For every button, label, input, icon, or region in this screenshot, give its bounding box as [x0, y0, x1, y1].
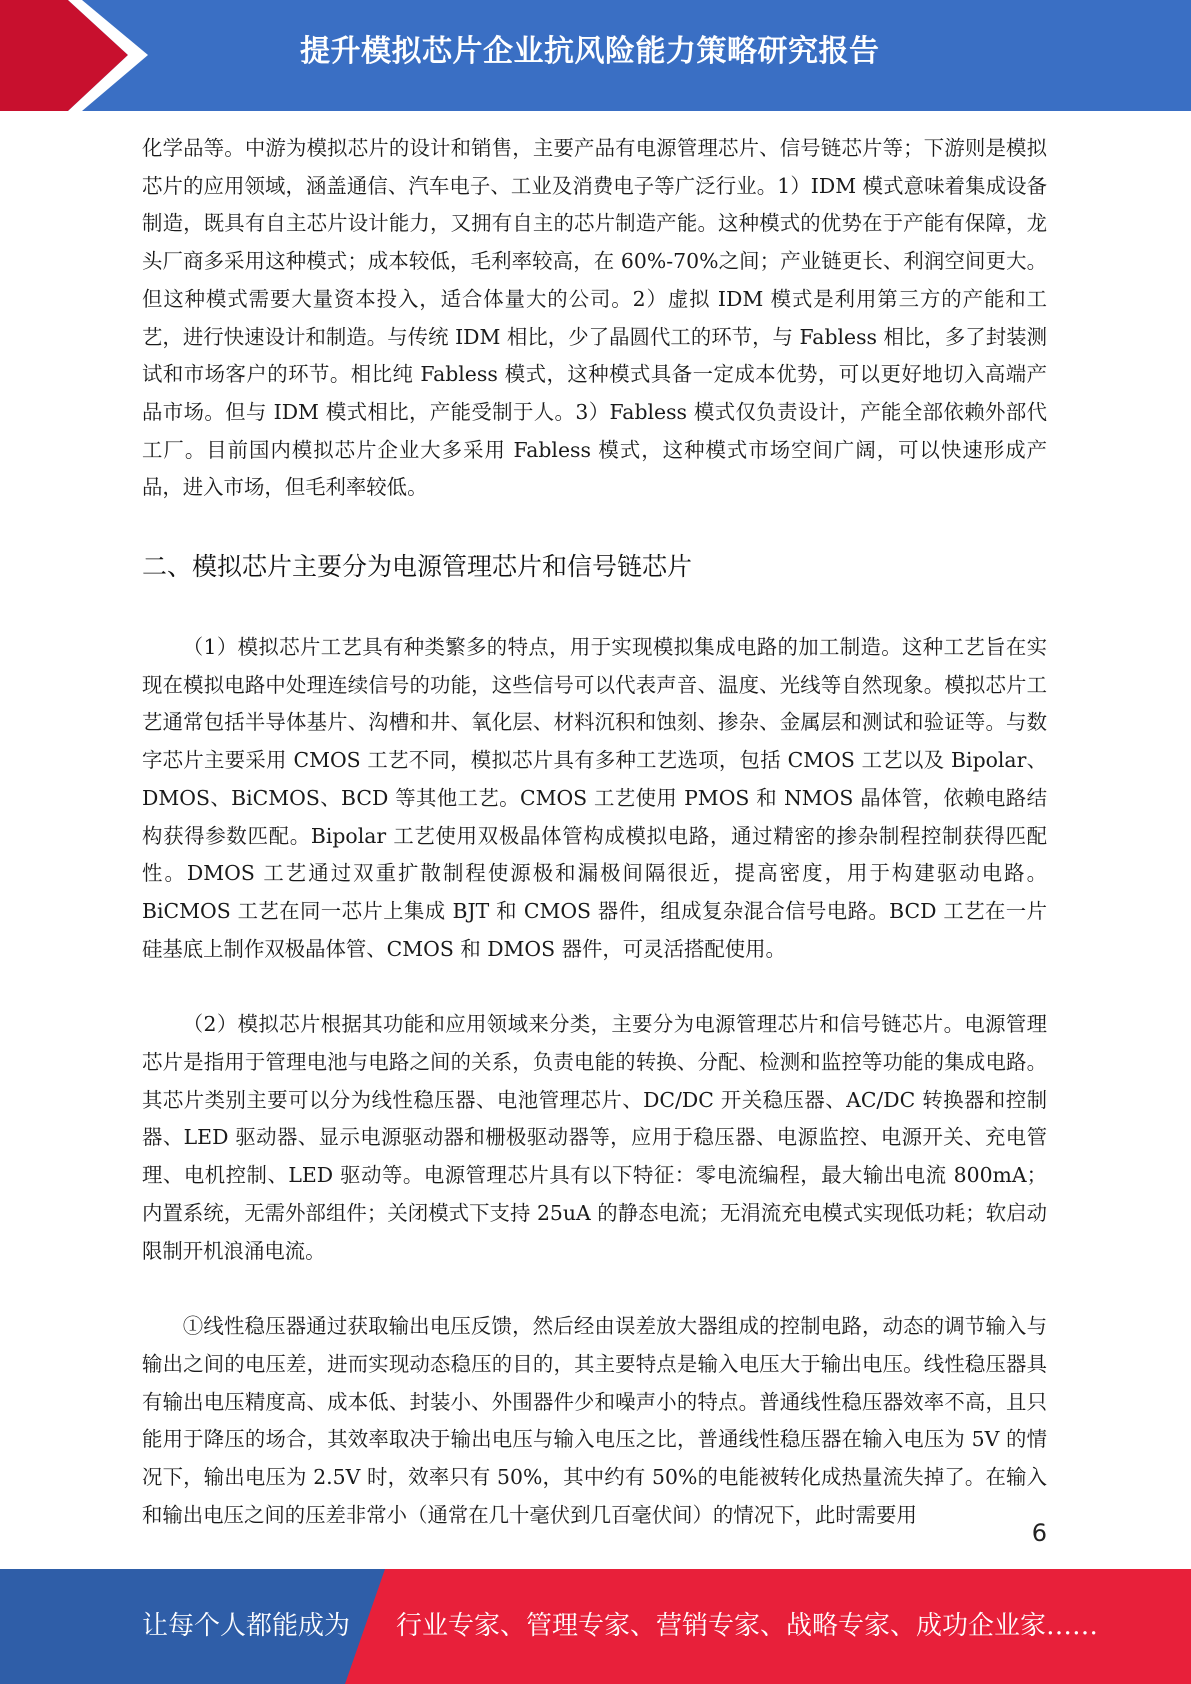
paragraph-power-management: （2）模拟芯片根据其功能和应用领域来分类，主要分为电源管理芯片和信号链芯片。电源管理芯片是指用于管理电池与电路之间的关系，负责电能的转换、分配、检测和监控等功能的集成电路。其芯片类别主要可以分为线性稳压器、电池管理芯片、DC/DC 开关稳压器、AC/DC 转换器和控制器、LED 驱动器、显示电源驱动器和栅极驱动器等，应用于稳压器、电源监控、电源开关、充电管理、电机控制、LED 驱动等。电源管理芯片具有以下特征：零电流编程，最大输出电流 800mA；内置系统，无需外部组件；关闭模式下支持 25uA 的静态电流；无涓流充电模式实现低功耗；软启动限制开机浪涌电流。	[142, 1012, 1047, 1263]
page-number: 6	[1031, 1519, 1047, 1547]
paragraph-gap	[142, 968, 1047, 1006]
section-heading: 二、模拟芯片主要分为电源管理芯片和信号链芯片	[142, 552, 693, 582]
paragraph-gap	[142, 1270, 1047, 1308]
page-footer	[0, 1569, 1191, 1684]
footer-slogan-right: 行业专家、管理专家、营销专家、战略专家、成功企业家……	[396, 1611, 1099, 1641]
footer-slogan-left: 让每个人都能成为	[142, 1611, 351, 1641]
intro-paragraph: 化学品等。中游为模拟芯片的设计和销售，主要产品有电源管理芯片、信号链芯片等；下游则是模拟芯片的应用领域，涵盖通信、汽车电子、工业及消费电子等广泛行业。1）IDM 模式意味着集成设备制造，既具有自主芯片设计能力，又拥有自主的芯片制造产能。这种模式的优势在于产能有保障，龙头厂商多采用这种模式；成本较低，毛利率较高，在 60%-70%之间；产业链更长、利润空间更大。但这种模式需要大量资本投入，适合体量大的公司。2）虚拟 IDM 模式是利用第三方的产能和工艺，进行快速设计和制造。与传统 IDM 相比，少了晶圆代工的环节，与 Fabless 相比，多了封装测试和市场客户的环节。相比纯 Fabless 模式，这种模式具备一定成本优势，可以更好地切入高端产品市场。但与 IDM 模式相比，产能受制于人。3）Fabless 模式仅负责设计，产能全部依赖外部代工厂。目前国内模拟芯片企业大多采用 Fabless 模式，这种模式市场空间广阔，可以快速形成产品，进入市场，但毛利率较低。	[142, 136, 1047, 500]
paragraph-linear-regulator: ①线性稳压器通过获取输出电压反馈，然后经由误差放大器组成的控制电路，动态的调节输入与输出之间的电压差，进而实现动态稳压的目的，其主要特点是输入电压大于输出电压。线性稳压器具有输出电压精度高、成本低、封装小、外围器件少和噪声小的特点。普通线性稳压器效率不高，且只能用于降压的场合，其效率取决于输出电压与输入电压之比，普通线性稳压器在输入电压为 5V 的情况下，输出电压为 2.5V 时，效率只有 50%，其中约有 50%的电能被转化成热量流失掉了。在输入和输出电压之间的压差非常小（通常在几十毫伏到几百毫伏间）的情况下，此时需要用	[142, 1314, 1047, 1527]
paragraph-process-types: （1）模拟芯片工艺具有种类繁多的特点，用于实现模拟集成电路的加工制造。这种工艺旨在实现在模拟电路中处理连续信号的功能，这些信号可以代表声音、温度、光线等自然现象。模拟芯片工艺通常包括半导体基片、沟槽和井、氧化层、材料沉积和蚀刻、掺杂、金属层和测试和验证等。与数字芯片主要采用 CMOS 工艺不同，模拟芯片具有多种工艺选项，包括 CMOS 工艺以及 Bipolar、DMOS、BiCMOS、BCD 等其他工艺。CMOS 工艺使用 PMOS 和 NMOS 晶体管，依赖电路结构获得参数匹配。Bipolar 工艺使用双极晶体管构成模拟电路，通过精密的掺杂制程控制获得匹配性。DMOS 工艺通过双重扩散制程使源极和漏极间隔很近，提高密度，用于构建驱动电路。BiCMOS 工艺在同一芯片上集成 BJT 和 CMOS 器件，组成复杂混合信号电路。BCD 工艺在一片硅基底上制作双极晶体管、CMOS 和 DMOS 器件，可灵活搭配使用。	[142, 635, 1047, 961]
report-title: 提升模拟芯片企业抗风险能力策略研究报告	[300, 34, 880, 69]
document-body	[142, 130, 1047, 1535]
page-header	[0, 0, 1191, 111]
